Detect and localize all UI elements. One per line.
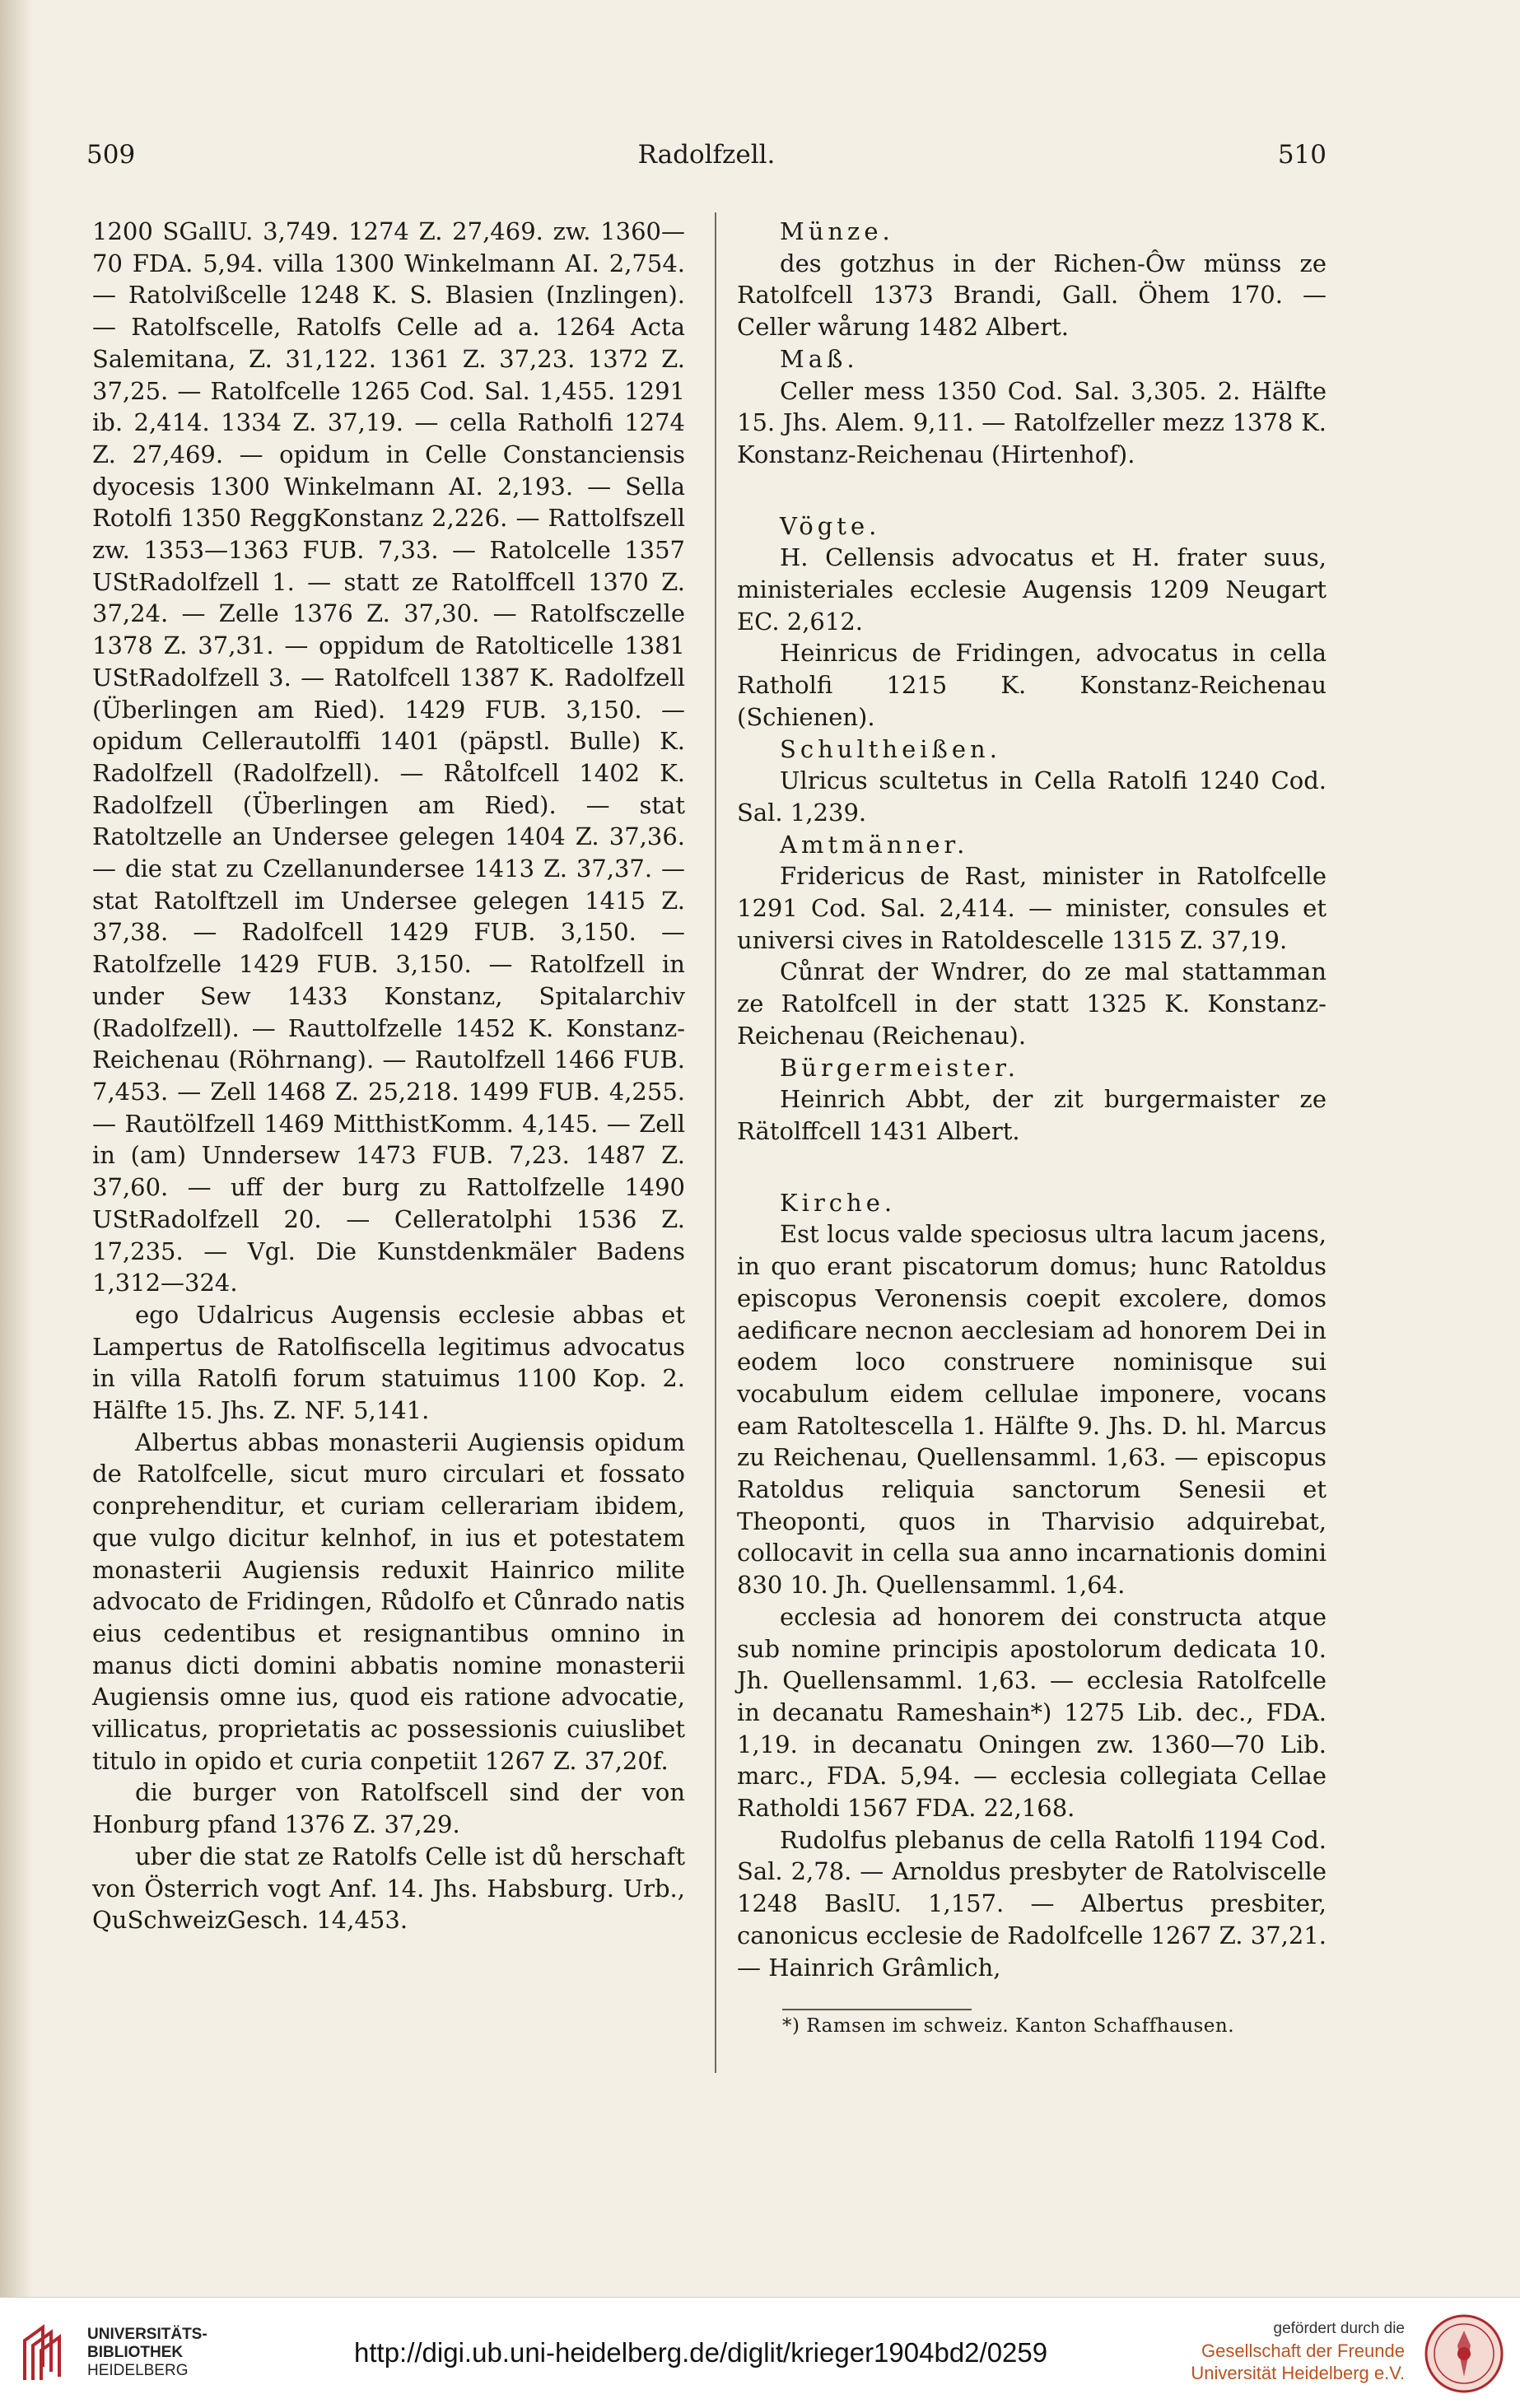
section-heading-schultheissen: Schultheißen. bbox=[780, 734, 1001, 763]
page-number-left: 509 bbox=[86, 140, 136, 170]
page-title: Radolfzell. bbox=[637, 140, 776, 170]
section-heading-muenze: Münze. bbox=[780, 217, 894, 245]
footnote: *) Ramsen im schweiz. Kanton Schaffhausen. bbox=[782, 2015, 1235, 2037]
footnote-divider bbox=[782, 2009, 972, 2010]
ub-heidelberg-logo-icon bbox=[18, 2322, 77, 2387]
footer-bar bbox=[0, 2297, 1520, 2408]
section-heading-kirche: Kirche. bbox=[780, 1188, 897, 1217]
text-paragraph: die burger von Ratolfscell sind der von Honburg pfand 1376 Z. 37,29. bbox=[92, 1778, 685, 1839]
running-head bbox=[86, 140, 1327, 181]
text-paragraph: Rudolfus plebanus de cella Ratolfi 1194 Cod. Sal. 2,78. — Arnoldus presbyter de Ratolviscelle 1248 BaslU. 1,157. — Albertus presbiter, canonicus ecclesie de Radolfcelle 1267 Z. 37,21. — Hainrich Grâmlich, bbox=[737, 1825, 1327, 1982]
text-paragraph: des gotzhus in der Richen-Ôw münss ze Ratolfcell 1373 Brandi, Gall. Öhem 170. — Celler wårung 1482 Albert. bbox=[737, 249, 1327, 342]
text-paragraph: Albertus abbas monasterii Augiensis opidum de Ratolfcelle, sicut muro circulari et fossato conprehenditur, et curiam cellerariam ibidem, que vulgo dicitur kelnhof, in ius et potestatem monasterii Augiensis reduxit Hainrico milite advocato de Fridingen, Růdolfo et Cůnrado natis eius cedentibus et resignantibus omnino in manus dicti domini abbatis nomine monasterii Augiensis omne ius, quod eis ratione advocatie, villicatus, proprietatis ac possessionis cuiuslibet titulo in opido et curia conpetiit 1267 Z. 37,20f. bbox=[92, 1428, 685, 1775]
university-seal-icon bbox=[1423, 2313, 1505, 2399]
section-heading-mass: Maß. bbox=[780, 344, 859, 373]
text-paragraph: ecclesia ad honorem dei constructa atque sub nomine principis apostolorum dedicata 10. Jh. Quellensamml. 1,63. — ecclesia Ratolfcelle in decanatu Rameshain*) 1275 Lib. dec., FDA. 1,19. in decanatu Oningen zw. 1360—70 Lib. marc., FDA. 5,94. — ecclesia collegiata Cellae Ratholdi 1567 FDA. 22,168. bbox=[737, 1602, 1327, 1823]
sponsor-credit bbox=[1191, 2317, 1405, 2384]
text-paragraph: Heinrich Abbt, der zit burgermaister ze Rätolffcell 1431 Albert. bbox=[737, 1085, 1327, 1145]
text-paragraph: Ulricus scultetus in Cella Ratolfi 1240 Cod. Sal. 1,239. bbox=[737, 766, 1327, 827]
text-paragraph: uber die stat ze Ratolfs Celle ist dů herschaft von Österrich vogt Anf. 14. Jhs. Habsburg. Urb., QuSchweizGesch. 14,453. bbox=[92, 1842, 685, 1935]
section-heading-buergermeister: Bürgermeister. bbox=[780, 1053, 1019, 1082]
name-forms-paragraph: 1200 SGallU. 3,749. 1274 Z. 27,469. zw. 1360—70 FDA. 5,94. villa 1300 Winkelmann AI. 2,754. — Ratolvißcelle 1248 K. S. Blasien (Inzlingen). — Ratolfscelle, Ratolfs Celle ad a. 1264 Acta Salemitana, Z. 31,122. 1361 Z. 37,23. 1372 Z. 37,25. — Ratolfcelle 1265 Cod. Sal. 1,455. 1291 ib. 2,414. 1334 Z. 37,19. — cella Ratholfi 1274 Z. 27,469. — opidum in Celle Constanciensis dyocesis 1300 Winkelmann AI. 2,193. — Sella Rotolfi 1350 ReggKonstanz 2,226. — Rattolfszell zw. 1353—1363 FUB. 7,33. — Ratolcelle 1357 UStRadolfzell 1. — statt ze Ratolffcell 1370 Z. 37,24. — Zelle 1376 Z. 37,30. — Ratolfsczelle 1378 Z. 37,31. — oppidum de Ratolticelle 1381 UStRadolfzell 3. — Ratolfcell 1387 K. Radolfzell (Überlingen am Ried). 1429 FUB. 3,150. — opidum Cellerautolffi 1401 (päpstl. Bulle) K. Radolfzell (Radolfzell). — Råtolfcell 1402 K. Radolfzell (Überlingen am Ried). — stat Ratoltzelle an Undersee gelegen 1404 Z. 37,36. — die stat zu Czellanundersee 1413 Z. 37,37. — stat Ratolftzell im Undersee gelegen 1415 Z. 37,38. — Radolfcell 1429 FUB. 3,150. — Ratolfzelle 1429 FUB. 3,150. — Ratolfzell in under Sew 1433 Konstanz, Spitalarchiv (Radolfzell). — Rauttolfzelle 1452 K. Konstanz-Reichenau (Röhrnang). — Rautolfzell 1466 FUB. 7,453. — Zell 1468 Z. 25,218. 1499 FUB. 4,255. — Rautölfzell 1469 MitthistKomm. 4,145. — Zell in (am) Unndersew 1473 FUB. 7,23. 1487 Z. 37,60. — uff der burg zu Rattolfzelle 1490 UStRadolfzell 20. — Celleratolphi 1536 Z. 17,235. — Vgl. Die Kunstdenkmäler Badens 1,312—324. bbox=[92, 217, 685, 1297]
column-divider bbox=[715, 212, 716, 2073]
section-heading-amtmaenner: Amtmänner. bbox=[780, 830, 969, 859]
sponsor-name: Universität Heidelberg e.V. bbox=[1191, 2363, 1405, 2383]
left-column bbox=[92, 216, 685, 1936]
text-paragraph: Est locus valde speciosus ultra lacum jacens, in quo erant piscatorum domus; hunc Ratoldus episcopus Veronensis coepit excolere, domos aedificare necnon aecclesiam ad honorem Dei in eodem loco construere nominisque sui vocabulum eidem cellulae imponere, vocans eam Ratoltescella 1. Hälfte 9. Jhs. D. hl. Marcus zu Reichenau, Quellensamml. 1,63. — episcopus Ratoldus reliquia sanctorum Senesii et Theoponti, quos in Tharvisio adquirebat, collocavit in cella sua anno incarnationis domini 830 10. Jh. Quellensamml. 1,64. bbox=[737, 1220, 1327, 1600]
text-paragraph: Fridericus de Rast, minister in Ratolfcelle 1291 Cod. Sal. 2,414. — minister, consules et universi cives in Ratoldescelle 1315 Z. 37,19. bbox=[737, 862, 1327, 954]
text-paragraph: Heinricus de Fridingen, advocatus in cella Ratholfi 1215 K. Konstanz-Reichenau (Schienen). bbox=[737, 639, 1327, 731]
text-paragraph: Celler mess 1350 Cod. Sal. 3,305. 2. Hälfte 15. Jhs. Alem. 9,11. — Ratolfzeller mezz 1378 K. Konstanz-Reichenau (Hirtenhof). bbox=[737, 376, 1327, 468]
library-name bbox=[87, 2326, 207, 2380]
section-heading-voegte: Vögte. bbox=[780, 511, 881, 540]
page-number-right: 510 bbox=[1277, 140, 1327, 170]
sponsor-lead: gefördert durch die bbox=[1273, 2320, 1405, 2337]
text-paragraph: Cůnrat der Wndrer, do ze mal stattamman ze Ratolfcell in der statt 1325 K. Konstanz-Reichenau (Reichenau). bbox=[737, 957, 1327, 1050]
right-column bbox=[737, 216, 1327, 1983]
library-name-line: UNIVERSITÄTS- bbox=[87, 2326, 207, 2343]
library-name-line: HEIDELBERG bbox=[87, 2362, 189, 2379]
text-paragraph: H. Cellensis advocatus et H. frater suus, ministeriales ecclesie Augensis 1209 Neugart EC. 2,612. bbox=[737, 543, 1327, 636]
text-paragraph: ego Udalricus Augensis ecclesie abbas et Lampertus de Ratolfiscella legitimus advocatus in villa Ratolfi forum statuimus 1100 Kop. 2. Hälfte 15. Jhs. Z. NF. 5,141. bbox=[92, 1300, 685, 1425]
sponsor-name: Gesellschaft der Freunde bbox=[1201, 2340, 1405, 2361]
library-name-line: BIBLIOTHEK bbox=[87, 2344, 184, 2361]
permalink-url[interactable]: http://digi.ub.uni-heidelberg.de/diglit/krieger1904bd2/0259 bbox=[354, 2337, 1048, 2368]
